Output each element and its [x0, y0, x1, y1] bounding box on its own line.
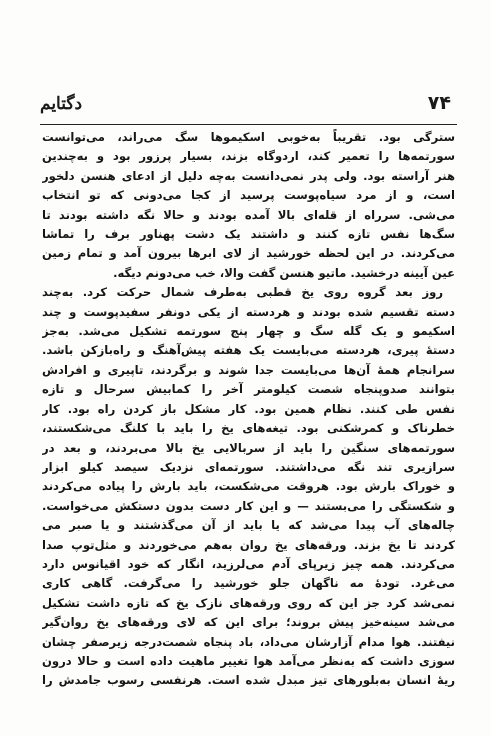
text-line: سرازیری تند نگه می‌داشتند. سورتمه‌ای نزدیک سیصد کیلو ابزار [42, 459, 455, 474]
text-line: سترگی بود. تقریباً به‌خوبی اسکیموها سگ می‌راند، می‌توانست [42, 130, 455, 144]
body-text [42, 128, 455, 691]
text-line: سوزی داشت که به‌نظر می‌آمد هوا تغییر ماهیت داده است و حالا درون [42, 653, 455, 668]
text-line: اسکیمو و یک گله سگ و چهار پنج سورتمه تشکیل می‌شد. به‌جز [42, 324, 455, 339]
page-number: ۷۴ [427, 92, 451, 114]
text-line: کردند تا یخ بزند. ورقه‌های یخ روان به‌هم می‌خوردند و مثل‌توپ صدا [42, 537, 455, 552]
text-line: می‌کردند. همه چیز زیرپای آدم می‌لرزید، انگار که خود اقیانوس دارد [42, 556, 455, 571]
text-line: و خوراک بارش بود. هروقت می‌شکست، باید بارش را پیاده می‌کردند [42, 479, 455, 494]
page-header [40, 92, 455, 120]
text-line: نفس طی کنند. نظام همین بود. کار مشکل باز کردن راه بود. کار [42, 401, 455, 416]
text-line: دستهٔ پیری، هردسته می‌بایست یک هفته پیش‌آهنگ و راه‌بازکن باشد. [42, 343, 455, 358]
text-line: سورتمه‌های سنگین را باید از سربالایی یخ بالا می‌بردند، و بعد در [42, 440, 455, 455]
header-rule [40, 124, 457, 125]
text-line: هنر آراسته بود. ولی پدر نمی‌دانست به‌چه دلیل از ادعای هنسن دلخور [42, 168, 455, 183]
text-line: می‌شد سینه‌خیز پیش بروند؛ برای این که لای ورقه‌های یخ روان‌گیر [42, 615, 455, 630]
text-line: سرانجام همهٔ آن‌ها می‌بایست جدا شوند و برگردند، تاپیری و افرادش [42, 362, 455, 377]
text-line: می‌غرد. تودهٔ مه ناگهان جلو خورشید را می‌گرفت. گاهی کاری [42, 576, 455, 591]
text-line: بتوانند صدوپنجاه شصت کیلومتر آخر را کمابیش سرحال و تازه [42, 382, 455, 397]
running-title: دگتایم [40, 94, 83, 114]
text-line: است، و از مرد سیاه‌پوست پرسید از کجا می‌دونی که تو انتخاب [42, 188, 455, 203]
text-line: روز بعد گروه روی یخ قطبی به‌طرف شمال حرکت کرد. به‌چند [42, 285, 443, 300]
text-line: چاله‌های آب پیدا می‌شد که یا باید از آن می‌گذشتند و یا صبر می [42, 518, 455, 533]
text-line: سورتمه‌ها را تعمیر کند، اردوگاه بزند، بسیار پرزور بود و به‌چندین [42, 149, 455, 164]
text-line: نیفتند. هوا مدام آزارشان می‌داد، باد پنجاه شصت‌درجه زیرصفر چشان [42, 634, 455, 649]
text-line: و شکستگی را می‌بستند — و این کار دست بدون دستکش می‌خواست. [42, 498, 455, 513]
text-line: ریهٔ انسان به‌بلورهای تیز مبدل شده است. هرنفسی رسوب جامدش را [42, 673, 455, 688]
text-line: می‌کردند. در این لحظه خورشید از لای ابرها بیرون آمد و تمام زمین [42, 246, 455, 261]
text-line: سگ‌ها نفس تازه کنند و داشتند یک دشت پهناور برف را تماشا [42, 227, 455, 242]
text-line: می‌شی. سرراه از قله‌ای بالا آمده بودند و حالا نگه داشته بودند تا [42, 207, 455, 222]
text-line: خطرناک و کمرشکنی بود. تیغه‌های یخ را باید با کلنگ می‌شکستند، [42, 421, 455, 436]
text-line: عین آیینه درخشید. ماتیو هنسن گفت والا، خب می‌دونم دیگه. [113, 265, 455, 280]
text-line: دسته تقسیم شده بودند و هردسته از یکی دونفر سفیدپوست و چند [42, 304, 455, 319]
text-line: نمی‌شد کرد جز این که روی ورقه‌های نازک یخ که تازه داشت تشکیل [42, 595, 455, 610]
